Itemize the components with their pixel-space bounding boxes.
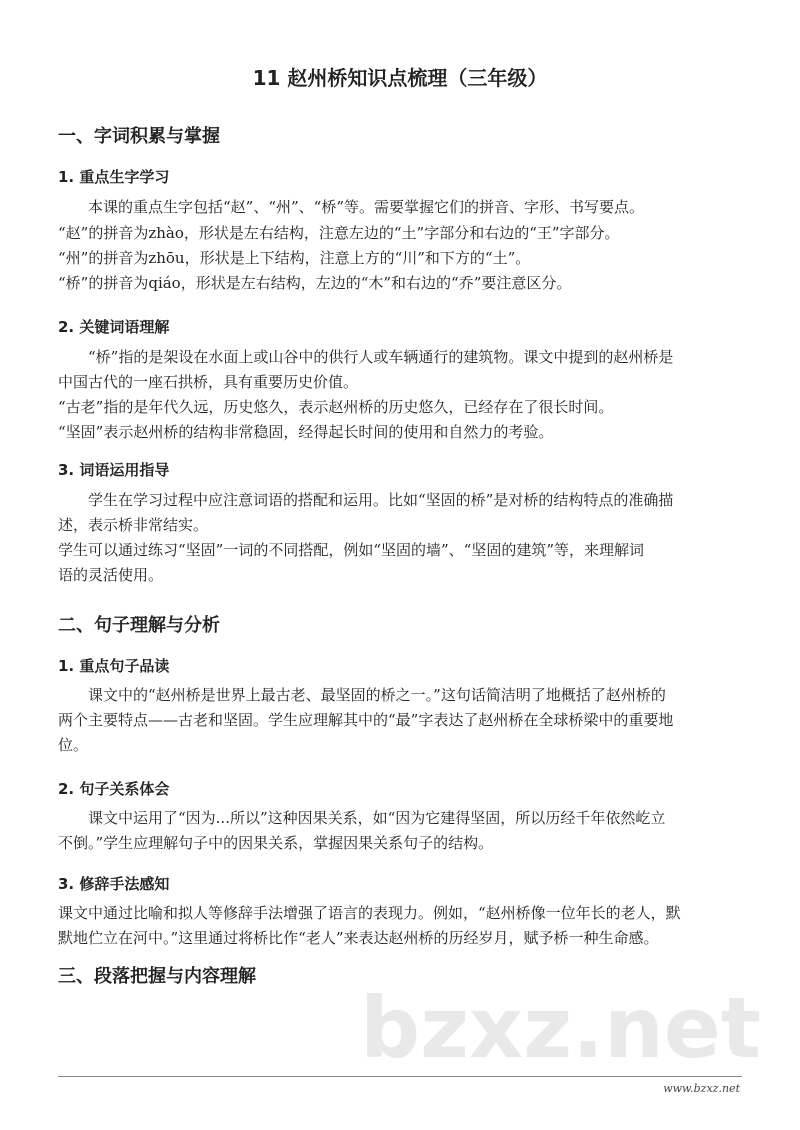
paragraph-line: 位。: [58, 736, 89, 754]
paragraph-line: 两个主要特点——古老和坚固。学生应理解其中的“最”字表达了赵州桥在全球桥梁中的重要地: [58, 711, 674, 729]
paragraph-line: 学生在学习过程中应注意词语的搭配和运用。比如“坚固的桥”是对桥的结构特点的准确描: [88, 491, 674, 509]
subsection-heading: 2. 关键词语理解: [58, 318, 170, 336]
paragraph-line: 中国古代的一座石拱桥，具有重要历史价值。: [58, 373, 359, 391]
paragraph-line: 述，表示桥非常结实。: [58, 516, 209, 534]
watermark: bzxz.net: [360, 979, 761, 1077]
subsection-heading: 1. 重点生字学习: [58, 168, 170, 186]
paragraph-line: 语的灵活使用。: [58, 566, 164, 584]
footer-url: www.bzxz.net: [663, 1082, 740, 1095]
subsection-heading: 2. 句子关系体会: [58, 780, 170, 798]
paragraph-line: 课文中的“赵州桥是世界上最古老、最坚固的桥之一。”这句话简洁明了地概括了赵州桥的: [88, 686, 666, 704]
paragraph-line: 课文中运用了“因为...所以”这种因果关系，如“因为它建得坚固，所以历经千年依然屹立: [88, 809, 666, 827]
paragraph-line: 学生可以通过练习“坚固”一词的不同搭配，例如“坚固的墙”、“坚固的建筑”等，来理解词: [58, 541, 645, 559]
paragraph-line: “坚固”表示赵州桥的结构非常稳固，经得起长时间的使用和自然力的考验。: [58, 423, 554, 441]
paragraph-line: 不倒。”学生应理解句子中的因果关系，掌握因果关系句子的结构。: [58, 834, 494, 852]
section-heading: 三、段落把握与内容理解: [58, 966, 256, 987]
paragraph-line: 课文中通过比喻和拟人等修辞手法增强了语言的表现力。例如，“赵州桥像一位年长的老人，默: [58, 904, 681, 922]
section-heading: 一、字词积累与掌握: [58, 126, 220, 147]
paragraph-line: 默地伫立在河中。”这里通过将桥比作“老人”来表达赵州桥的历经岁月，赋予桥一种生命感。: [58, 929, 659, 947]
paragraph-line: “州”的拼音为zhōu，形状是上下结构，注意上方的“川”和下方的“土”。: [58, 249, 531, 267]
section-heading: 二、句子理解与分析: [58, 615, 220, 636]
subsection-heading: 1. 重点句子品读: [58, 657, 170, 675]
paragraph-line: “赵”的拼音为zhào，形状是左右结构，注意左边的“土”字部分和右边的“王”字部分。: [58, 224, 620, 242]
paragraph-line: “古老”指的是年代久远，历史悠久，表示赵州桥的历史悠久，已经存在了很长时间。: [58, 398, 614, 416]
paragraph-line: 本课的重点生字包括“赵”、“州”、“桥”等。需要掌握它们的拼音、字形、书写要点。: [88, 198, 645, 216]
document-title: 11 赵州桥知识点梳理（三年级）: [252, 66, 548, 90]
footer-divider: [58, 1076, 742, 1077]
paragraph-line: “桥”的拼音为qiáo，形状是左右结构，左边的“木”和右边的“乔”要注意区分。: [58, 274, 572, 292]
paragraph-line: “桥”指的是架设在水面上或山谷中的供行人或车辆通行的建筑物。课文中提到的赵州桥是: [88, 348, 674, 366]
subsection-heading: 3. 修辞手法感知: [58, 875, 170, 893]
subsection-heading: 3. 词语运用指导: [58, 461, 170, 479]
